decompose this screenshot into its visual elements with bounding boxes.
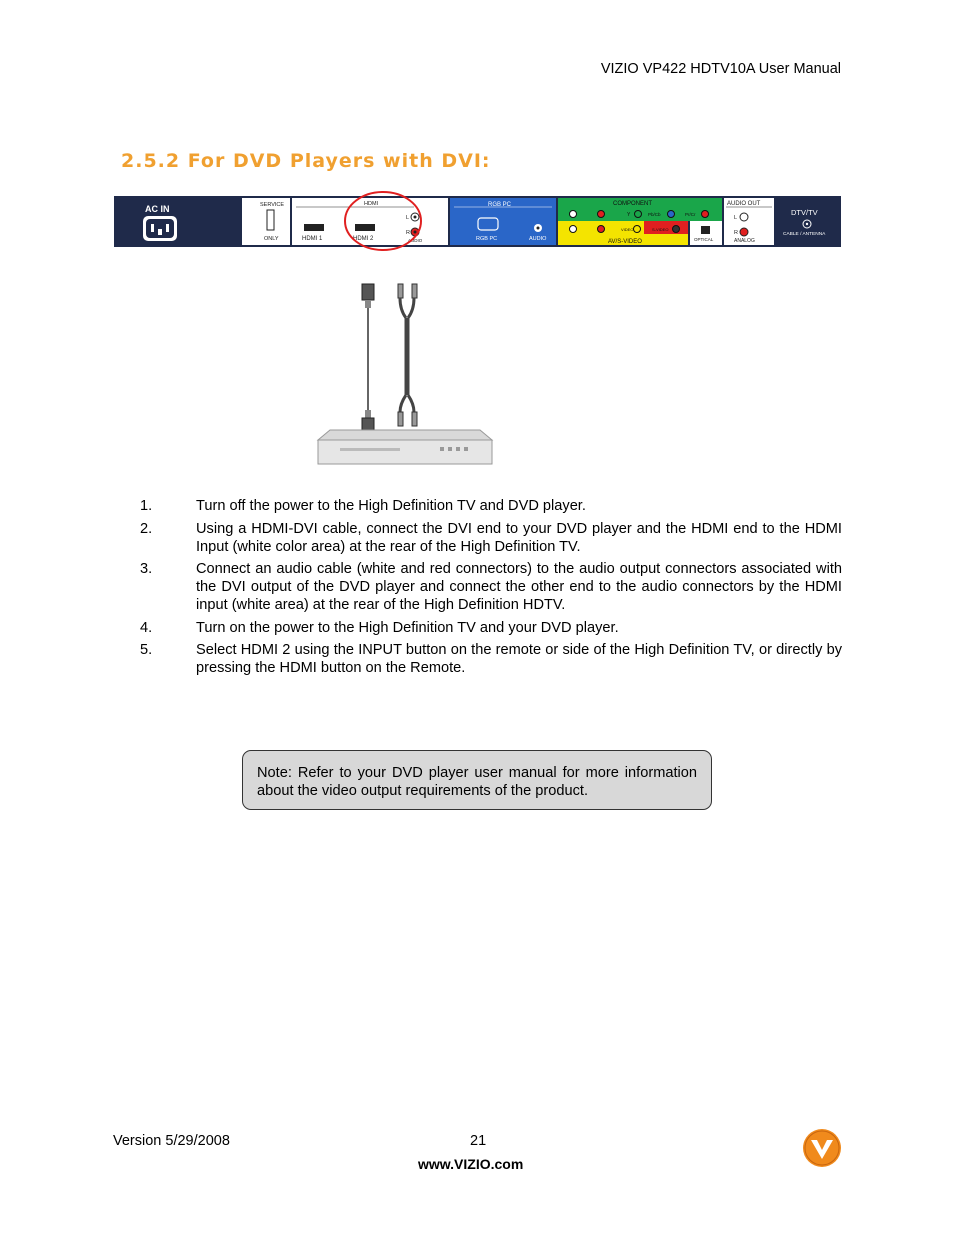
- video-label: VIDEO: [621, 227, 634, 232]
- dvd-cable-illustration: [310, 280, 510, 470]
- s-video-label: S-VIDEO: [652, 227, 669, 232]
- footer-version: Version 5/29/2008: [113, 1133, 230, 1149]
- optical-label: OPTICAL: [694, 237, 714, 242]
- step-number: 5.: [140, 642, 153, 658]
- hdmi1-label: HDMI 1: [302, 236, 323, 242]
- component-pb-label: Pb/Cb: [648, 212, 661, 217]
- ac-in-section: [116, 198, 240, 245]
- av-svideo-label: AV/S-VIDEO: [608, 239, 642, 245]
- list-item: [140, 560, 842, 614]
- pc-audio-label: AUDIO: [529, 236, 547, 242]
- header-title: VIZIO VP422 HDTV10A User Manual: [600, 61, 841, 77]
- rgb-pc-label: RGB PC: [488, 202, 512, 208]
- audio-out-label: AUDIO OUT: [727, 201, 761, 207]
- optical-port-icon: [701, 226, 710, 234]
- audio-out-r-label: R: [734, 230, 738, 236]
- dtv-label: DTV/TV: [791, 208, 818, 217]
- component-pr-label: Pr/Cr: [685, 212, 696, 217]
- step-number: 3.: [140, 561, 153, 577]
- audio-l-label: L: [406, 215, 410, 221]
- audio-out-l-label: L: [734, 215, 738, 221]
- component-label: COMPONENT: [613, 201, 652, 207]
- hdmi1-port-icon: [304, 224, 324, 231]
- section-heading: 2.5.2 For DVD Players with DVI:: [121, 150, 491, 172]
- step-text: Connect an audio cable (white and red connectors) to the audio output connectors associated with the DVI output of the DVD player and connect the other end to the audio connectors by the HDMI input (white area) at the rear of the High Definition HDTV.: [196, 561, 842, 613]
- hdmi-label: HDMI: [364, 201, 379, 207]
- list-item: [140, 641, 842, 677]
- list-item: [140, 619, 842, 637]
- service-port-icon: [267, 210, 274, 230]
- only-label: ONLY: [264, 236, 279, 242]
- step-text: Turn on the power to the High Definition TV and your DVD player.: [196, 619, 619, 636]
- ac-in-label: AC IN: [145, 204, 170, 214]
- step-number: 2.: [140, 520, 153, 537]
- dvd-player-icon: [318, 440, 492, 464]
- step-text: Turn off the power to the High Definition TV and DVD player.: [196, 498, 586, 514]
- cable-antenna-label: CABLE / ANTENNA: [783, 232, 826, 237]
- step-number: 1.: [140, 498, 153, 514]
- vga-port-icon: [478, 218, 498, 230]
- page-number: 21: [470, 1133, 487, 1149]
- list-item: [140, 520, 842, 556]
- hdmi2-label: HDMI 2: [353, 236, 374, 242]
- note-box: Note: Refer to your DVD player user manual for more information about the video output requirements of the product.: [242, 750, 712, 810]
- step-text: Select HDMI 2 using the INPUT button on the remote or side of the High Definition TV, or directly by pressing the HDMI button on the Remote.: [196, 642, 842, 676]
- step-text: Using a HDMI-DVI cable, connect the DVI end to your DVD player and the HDMI end to the HDMI Input (white color area) at the rear of the High Definition TV.: [196, 520, 842, 555]
- vizio-logo-icon: [801, 1128, 843, 1168]
- rgb-pc-port-label: RGB PC: [476, 236, 498, 242]
- step-number: 4.: [140, 619, 153, 636]
- hdmi-audio-label: AUDIO: [408, 238, 423, 243]
- list-item: [140, 497, 842, 515]
- hdmi2-port-icon: [355, 224, 375, 231]
- steps-list: [140, 497, 842, 682]
- component-y-label: Y: [627, 212, 631, 218]
- service-label: SERVICE: [260, 202, 285, 208]
- audio-r-label: R: [406, 230, 410, 236]
- analog-label: ANALOG: [734, 238, 755, 244]
- rear-panel-diagram: [114, 196, 841, 247]
- footer-url[interactable]: www.VIZIO.com: [418, 1156, 524, 1172]
